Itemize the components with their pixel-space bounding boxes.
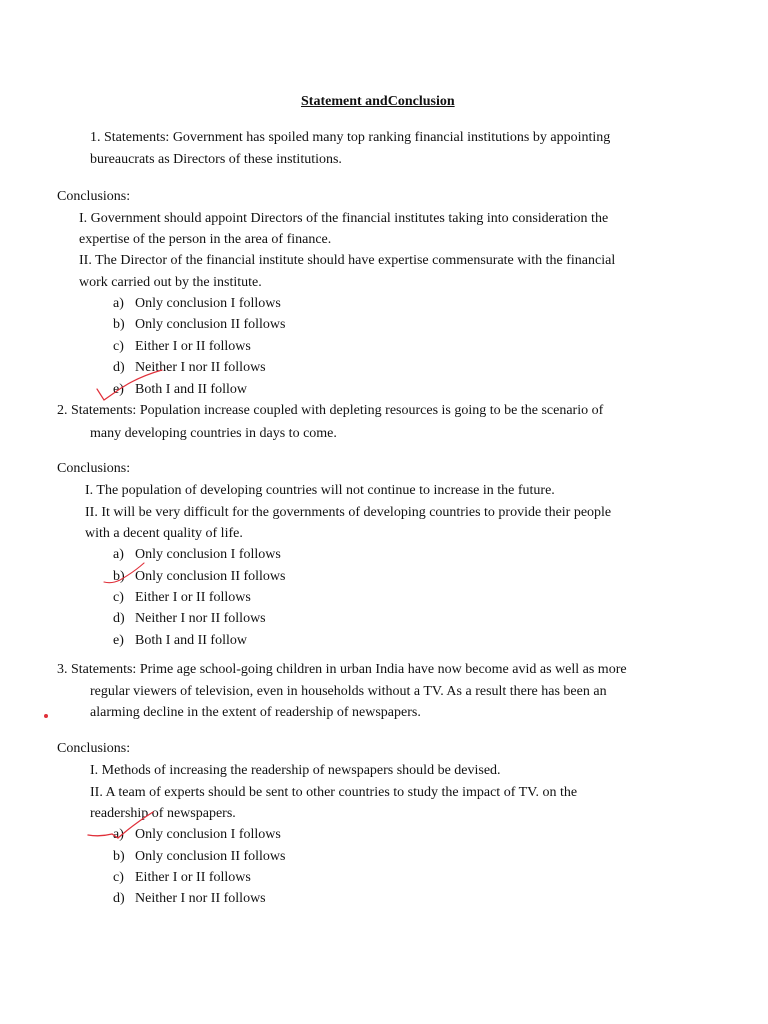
option-text: Both I and II follow [135, 633, 247, 648]
option-text: Either I or II follows [135, 870, 251, 885]
q1-statement-line-1: 1. Statements: Government has spoiled many top ranking financial institutions by appointing [90, 130, 611, 145]
q3-conclusion-line-3: readership of newspapers. [90, 806, 236, 821]
option-text: Neither I nor II follows [135, 611, 266, 626]
option-text: Either I or II follows [135, 590, 251, 605]
page-title: Statement andConclusion [301, 94, 455, 109]
q3-conclusions-label: Conclusions: [57, 741, 131, 756]
q3-statement-line-3: alarming decline in the extent of readership of newspapers. [90, 705, 421, 720]
q1-conclusion-line-4: work carried out by the institute. [79, 275, 262, 290]
q2-conclusion-line-1: I. The population of developing countries will not continue to increase in the future. [85, 483, 555, 498]
option-letter: b) [113, 317, 125, 332]
option-letter: a) [113, 827, 124, 842]
option-text: Both I and II follow [135, 382, 247, 397]
option-text: Only conclusion II follows [135, 849, 286, 864]
q1-conclusions-label: Conclusions: [57, 189, 131, 204]
option-letter: b) [113, 849, 125, 864]
option-text: Only conclusion I follows [135, 547, 281, 562]
option-letter: d) [113, 360, 125, 375]
q3-statement-line-2: regular viewers of television, even in households without a TV. As a result there has been an [90, 684, 607, 699]
q3-statement-line-1: 3. Statements: Prime age school-going children in urban India have now become avid as well as more [57, 662, 627, 677]
option-text: Only conclusion II follows [135, 569, 286, 584]
option-letter: c) [113, 339, 124, 354]
q1-conclusion-line-3: II. The Director of the financial institute should have expertise commensurate with the financial [79, 253, 616, 268]
option-text: Only conclusion II follows [135, 317, 286, 332]
option-letter: a) [113, 547, 124, 562]
q2-statement-line-2: many developing countries in days to come. [90, 426, 337, 441]
q3-conclusion-line-1: I. Methods of increasing the readership of newspapers should be devised. [90, 763, 501, 778]
option-letter: e) [113, 382, 124, 397]
option-letter: b) [113, 569, 125, 584]
q3-conclusion-line-2: II. A team of experts should be sent to other countries to study the impact of TV. on the [90, 785, 578, 800]
q2-statement-line-1: 2. Statements: Population increase coupled with depleting resources is going to be the scenario of [57, 403, 604, 418]
option-letter: e) [113, 633, 124, 648]
q1-statement-line-2: bureaucrats as Directors of these institutions. [90, 152, 342, 167]
option-letter: d) [113, 891, 125, 906]
q2-conclusions-label: Conclusions: [57, 461, 131, 476]
q2-conclusion-line-2: II. It will be very difficult for the governments of developing countries to provide their people [85, 505, 612, 520]
option-letter: c) [113, 590, 124, 605]
q1-conclusion-line-2: expertise of the person in the area of finance. [79, 232, 332, 247]
q1-conclusion-line-1: I. Government should appoint Directors of the financial institutes taking into consideration the [79, 211, 609, 226]
option-letter: d) [113, 611, 125, 626]
option-text: Neither I nor II follows [135, 360, 266, 375]
option-letter: c) [113, 870, 124, 885]
q2-conclusion-line-3: with a decent quality of life. [85, 526, 243, 541]
option-text: Only conclusion I follows [135, 827, 281, 842]
dot-mark-icon [44, 714, 48, 718]
option-text: Either I or II follows [135, 339, 251, 354]
option-text: Only conclusion I follows [135, 296, 281, 311]
option-letter: a) [113, 296, 124, 311]
option-text: Neither I nor II follows [135, 891, 266, 906]
